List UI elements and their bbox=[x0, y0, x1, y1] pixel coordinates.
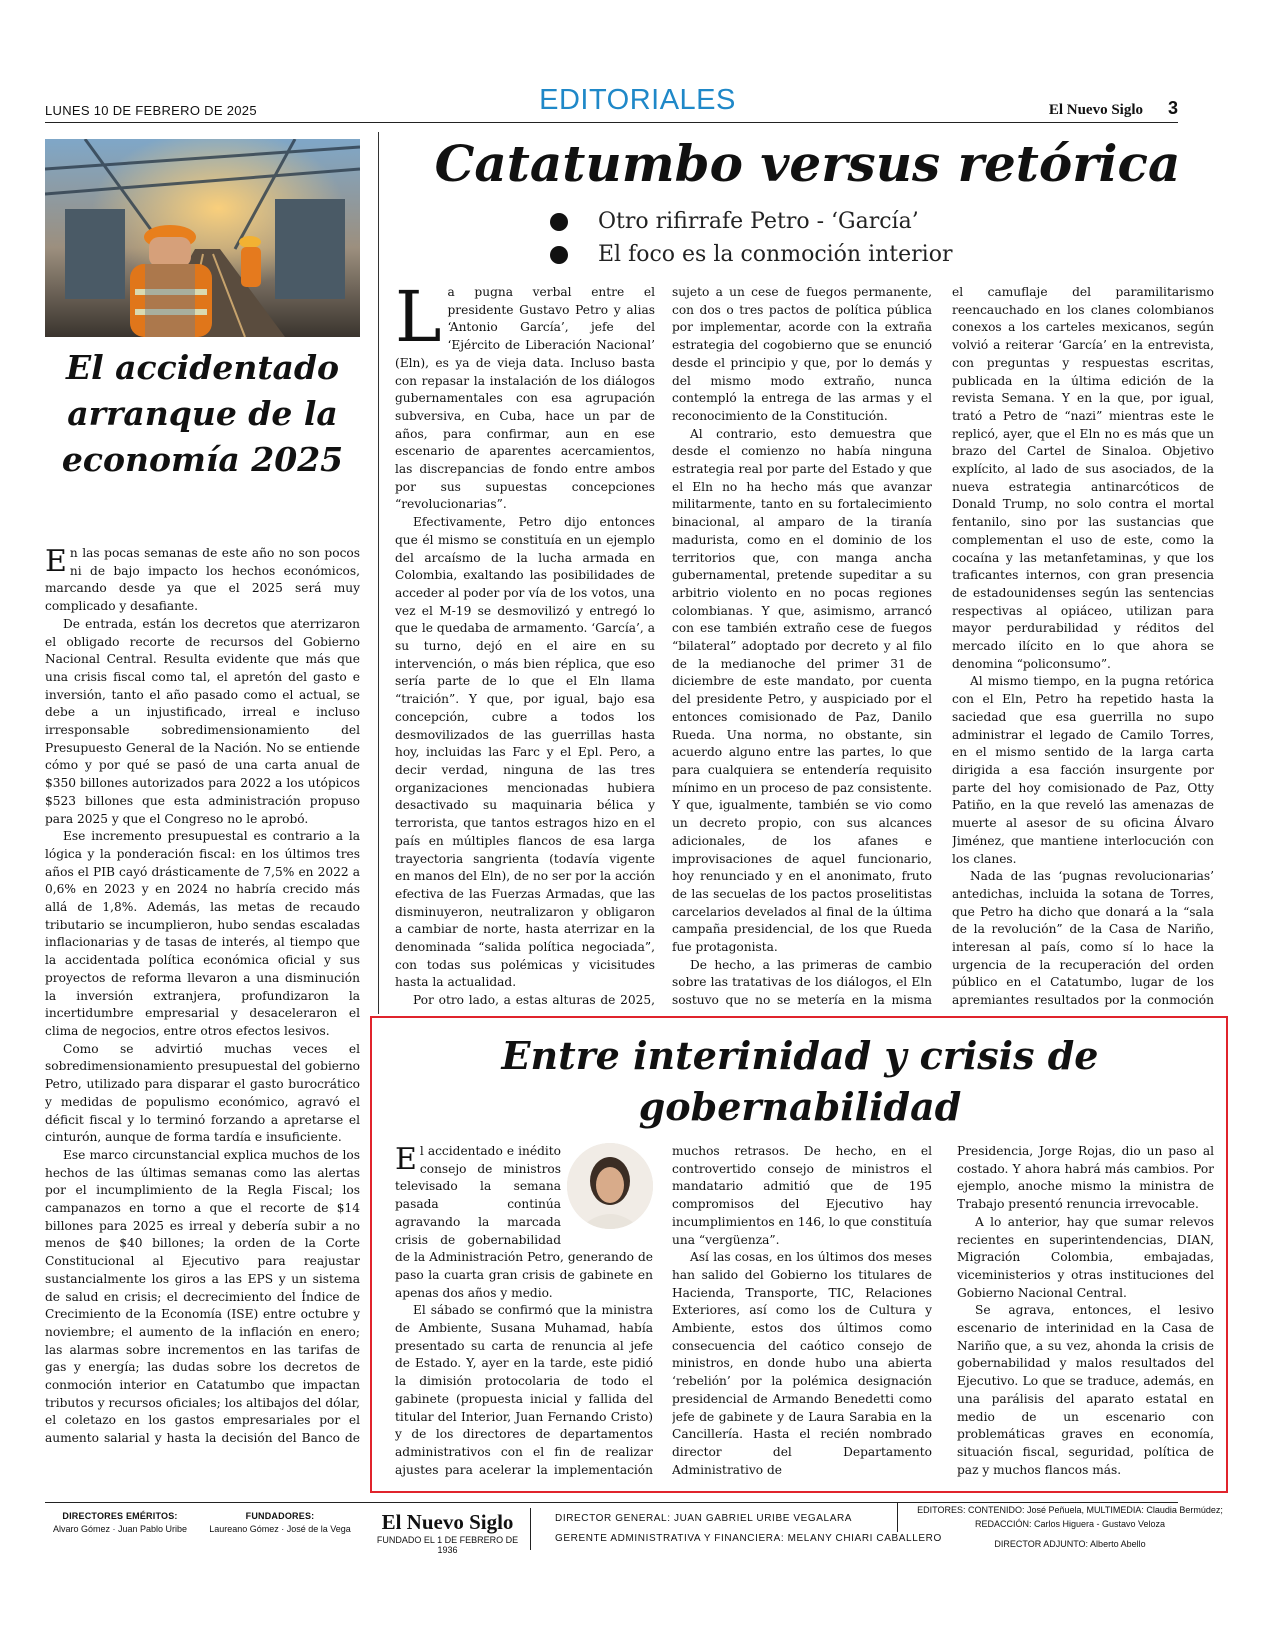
main-paragraph: Al contrario, esto demuestra que desde el comienzo no había ninguna estrategia real por parte del Estado y que el Eln no ha hecho más que avanzar militarmente, tanto en su fortalecimiento binacional, al amparo de la tiranía madurista, como en el dominio de los territorios que, con manga ancha gubernamental, pretende supeditar a su arbitrio violento en no pocas regiones colombianas. Y que, asimismo, arrancó con ese también extraño cese de fuegos “bilateral” adoptado por decreto y al filo de la medianoche del primer 31 de diciembre de este mandato, por cuenta del presidente Petro, y auspiciado por el entonces comisionado de Paz, Danilo Rueda. Una norma, no obstante, sin acuerdo alguno entre las partes, lo que para cualquiera se entendería requisito mínimo en un proceso de paz consistente. Y que, igualmente, también se vio como un decreto propio, con sus alcances adicionales, de los afanes e improvisaciones de aquel funcionario, hoy renunciado y en el anonimato, fruto de las secuelas de los pactos proselitistas carcelarios develados al final de la última campaña presidencial, de los que Rueda fue protagonista. bbox=[672, 426, 932, 955]
main-article-column-2 bbox=[672, 284, 932, 1009]
founded-date: FUNDADO EL 1 DE FEBRERO DE 1936 bbox=[376, 1535, 519, 1555]
header-rule bbox=[45, 122, 1178, 123]
main-paragraph: el camuflaje del paramilitarismo reencauchado en los clanes colombianos conexos a los carteles mexicanos, según volvió a reiterar ‘García’ en la entrevista, con preguntas y respuestas escritas, publicada en la última edición de la revista Semana. Y en la que, por igual, trató a Petro de “nazi” mientras este le replicó, ayer, que el Eln no es más que un brazo del Cartel de Sinaloa. Objetivo explícito, al lado de sus asociados, de la nueva estrategia antinarcóticos de Donald Trump, no solo contra el mortal fentanilo, sino por las sustancias que complementan el uso de este, como la cocaína y las metanfetaminas, y que los traficantes internos, con gran presencia de estadounidenses según las sentencias respectivas al opiáceo, utilizan para mayor perdurabilidad y réditos del mercado ilícito en lo que ahora se denomina “policonsumo”. bbox=[952, 285, 1214, 671]
newsroom: REDACCIÓN: Carlos Higuera - Gustavo Veloza bbox=[974, 1519, 1166, 1529]
editors: EDITORES: CONTENIDO: José Peñuela, MULTIMEDIA: Claudia Bermúdez; bbox=[917, 1505, 1223, 1515]
bullet-dot-icon bbox=[550, 213, 568, 231]
boxed-dropcap: E bbox=[395, 1143, 417, 1177]
boxed-article-title: Entre interinidad y crisis de gobernabilidad bbox=[501, 1033, 1099, 1129]
boxed-paragraph: El accidentado e inédito consejo de ministros televisado la semana pasada continúa agravando la marcada crisis de gobernabilidad de la Administración Petro, generando de paso la cuarta gran crisis de gabinete en apenas dos años y medio. bbox=[395, 1143, 653, 1300]
main-paragraph: sujeto a un cese de fuegos permanente, con dos o tres pactos de política pública por implementar, acorde con la extraña estrategia del cogobierno que se enunció desde el principio y que, por lo demás y del mismo modo extraño, nunca contempló la entrega de las armas y el reconocimiento de la Constitución. bbox=[672, 285, 932, 423]
main-paragraph: Por otro lado, a estas alturas de 2025, bbox=[413, 993, 655, 1008]
page-number: 3 bbox=[1167, 98, 1178, 118]
left-article-title: El accidentado arranque de la economía 2025 bbox=[61, 348, 344, 479]
boxed-paragraph: Así las cosas, en los últimos dos meses han salido del Gobierno los titulares de Hacienda, Transporte, TIC, Relaciones Exteriores, así como los de Cultura y Ambiente, estos dos últimos como consecuencia del caótico consejo de ministros, en donde hubo una abierta ‘rebelión’ por la polémica designación presidencial de Armando Benedetti como jefe de gabinete y de Laura Sarabia en la Cancillería. Hasta el recién nombrado director del Departamento Administrativo de bbox=[672, 1250, 932, 1477]
left-paragraph-2: Ese incremento presupuestal es contrario a la lógica y la ponderación fiscal: en los últimos tres años el PIB cayó drásticamente de 7,5% en 2022 a 0,6% en 2023 y en 2024 no habría crecido más allá de 1,8%. Además, las metas de recaudo tributario se incumplieron, hubo sendas escaladas inflacionarias y de tasas de interés, al tiempo que la accidentada política económica oficial y sus proyectos de reforma llevaron a una disminución la inversión extranjera, profundizaron la incertidumbre empresarial y desaceleraron el clima de negocios, entre otros efectos lesivos. bbox=[45, 829, 360, 1038]
footer-rule bbox=[45, 1502, 1178, 1503]
main-dropcap: L bbox=[395, 284, 442, 358]
main-paragraph: Nada de las ‘pugnas revolucionarias’ antedichas, incluida la sotana de Torres, que Petro ha dicho que donará a la “sala de la revolución” de la Casa de Nariño, interesan al país, como sí lo hace la urgencia de la recuperación del orden público en el Catatumbo, lugar de los apremiantes resultados por la conmoción bbox=[952, 869, 1214, 1008]
main-article-column-1 bbox=[395, 284, 655, 1009]
main-article-title: Catatumbo versus retórica bbox=[434, 134, 1181, 193]
boxed-paragraph: Presidencia, Jorge Rojas, dio un paso al costado. Y ahora habrá más cambios. Por ejemplo, anoche mismo la ministra de Trabajo presentó renuncia irrevocable. bbox=[957, 1144, 1214, 1212]
left-paragraph-0: En las pocas semanas de este año no son pocos ni de bajo impacto los hechos económicos, marcando desde ya que el 2025 será muy complicado y desafiante. bbox=[45, 545, 360, 614]
industrial-workers-photo bbox=[45, 139, 360, 337]
administrative-manager: GERENTE ADMINISTRATIVA Y FINANCIERA: MELANY CHIARI CABALLERO bbox=[555, 1533, 942, 1544]
boxed-paragraph: El sábado se confirmó que la ministra de Ambiente, Susana Muhamad, había presentado su carta de renuncia al jefe de Estado. Y, ayer en la tarde, este pidió la dimisión protocolaria de todo el gabinete (propuesta inicial y fallida del titular del Interior, Juan Fernando Cristo) y de los directores de departamentos administrativos con el fin de realizar ajustes para acelerar la implementación bbox=[395, 1303, 653, 1477]
left-article-body bbox=[45, 545, 360, 1450]
boxed-article-column-2 bbox=[672, 1143, 932, 1478]
boxed-paragraph: muchos retrasos. De hecho, en el controvertido consejo de ministros el mandatario admitió que de 195 compromisos del Ejecutivo hay incumplimientos en 146, lo que constituía una “vergüenza”. bbox=[672, 1144, 932, 1247]
founders: FUNDADORES: Laureano Gómez · José de la Vega bbox=[209, 1511, 351, 1534]
subhead-row: Otro rifirrafe Petro - ‘García’ bbox=[550, 205, 952, 238]
footer-divider bbox=[897, 1502, 898, 1532]
columnist-portrait bbox=[567, 1143, 653, 1229]
boxed-article-column-1 bbox=[395, 1143, 653, 1478]
subhead-row: El foco es la conmoción interior bbox=[550, 238, 952, 271]
left-paragraph-1: De entrada, están los decretos que aterrizaron el obligado recorte de recursos del Gobierno Nacional Central. Resulta evidente que más que una crisis fiscal como tal, el apretón del gasto e inversión, tanto el año pasado como el actual, se debe a un injustificado, irreal e incluso irresponsable sobredimensionamiento del Presupuesto General de la Nación. No se entiende cómo y por qué se pasó de una carta anual de $350 billones autorizados para 2022 a los utópicos $523 billones que esta administración propuso para 2025 y que el Congreso no le aprobó. bbox=[45, 616, 360, 826]
issue-date: LUNES 10 DE FEBRERO DE 2025 bbox=[45, 103, 257, 118]
boxed-paragraph: Se agrava, entonces, el lesivo escenario de interinidad en la Casa de Nariño que, a su vez, ahonda la crisis de gobernabilidad y malos resultados del Ejecutivo. Lo que se traduce, además, en una parálisis del aparato estatal en medio de un escenario con problemáticas graves en economía, situación fiscal, seguridad, política de paz y muchos flancos más. bbox=[957, 1303, 1214, 1477]
boxed-article-column-3 bbox=[957, 1143, 1214, 1478]
general-director: DIRECTOR GENERAL: JUAN GABRIEL URIBE VEGALARA bbox=[555, 1513, 853, 1524]
section-title: EDITORIALES bbox=[539, 84, 736, 116]
main-paragraph: De hecho, a las primeras de cambio sobre las tratativas de los diálogos, el Eln sostuvo que no se metería en la misma bbox=[672, 957, 932, 1008]
left-dropcap: E bbox=[45, 545, 67, 579]
bullet-dot-icon bbox=[550, 246, 568, 264]
boxed-paragraph: A lo anterior, hay que sumar relevos recientes en superintendencias, DIAN, Migración Colombia, embajadas, viceministerios y otras instituciones del Gobierno Nacional Central. bbox=[957, 1214, 1214, 1300]
column-divider bbox=[378, 132, 379, 1014]
deputy-director: DIRECTOR ADJUNTO: Alberto Abello bbox=[994, 1539, 1146, 1549]
footer-brand-logo: El Nuevo Siglo bbox=[381, 1510, 514, 1534]
main-paragraph: La pugna verbal entre el presidente Gustavo Petro y alias ‘Antonio García’, jefe del ‘Ejército de Liberación Nacional’ (Eln), es ya de vieja data. Incluso basta con repasar la instalación de los diálogos gubernamentales con esa agrupación subversiva, en Cuba, hace un par de años, para confirmar, aun en ese escenario de aparentes acercamientos, las discrepancias de fondo entre ambos por sus supuestas concepciones “revolucionarias”. bbox=[395, 284, 655, 512]
footer-divider bbox=[530, 1508, 531, 1550]
left-paragraph-4: Ese marco circunstancial explica muchos de los hechos de las últimas semanas como las alertas por el incumplimiento de la Regla Fiscal; los campanazos en torno a que el recorte de $14 billones para 2025 es irreal y debería subir a no menos de $40 billones; la orden de la Corte Constitucional al Ejecutivo para reajustar sustancialmente los giros a las EPS y un sistema de salud en crisis; el decrecimiento del Índice de Crecimiento de la Economía (ISE) entre octubre y noviembre; el aumento de la inflación en enero; las alarmas sobre incrementos en las tarifas de gas y energía; las dudas sobre los decretos de conmoción interior en Catatumbo que impactan tributos y recursos oficiales; los altibajos del dólar, el coletazo en los gastos empresariales por el aumento salarial y hasta la decisión del Banco de bbox=[45, 1147, 360, 1446]
emeritus-directors: DIRECTORES EMÉRITOS: Alvaro Gómez · Juan Pablo Uribe bbox=[52, 1511, 188, 1534]
main-paragraph: Al mismo tiempo, en la pugna retórica con el Eln, Petro ha repetido hasta la saciedad que esa guerrilla no supo administrar el legado de Camilo Torres, en el mismo sentido de la larga carta dirigida a esa facción insurgente por parte del hoy comisionado de Paz, Otty Patiño, en la que reveló las amenazas de muerte al asesor de su oficina Álvaro Jiménez, que mantiene interlocución con los clanes. bbox=[952, 674, 1214, 866]
left-paragraph-3: Como se advirtió muchas veces el sobredimensionamiento presupuestal del gobierno Petro, utilizado para disparar el gasto burocrático y medidas de populismo económico, agravó el déficit fiscal y lo terminó forzando a apretarse el cinturón, aunque de forma tardía e insuficiente. bbox=[45, 1041, 360, 1145]
main-article-column-3 bbox=[952, 284, 1214, 1009]
masthead-brand: El Nuevo Siglo bbox=[1048, 102, 1143, 118]
main-article-subheads bbox=[550, 205, 952, 271]
main-paragraph: Efectivamente, Petro dijo entonces que él mismo se constituía en un ejemplo del arcaísmo de la lucha armada en Colombia, exaltando las posibilidades de acceder al poder por vía de los votos, una vez el M-19 se desmovilizó y entregó lo que le quedaba de armamento. ‘García’, a su turno, dejó en el aire en su intervención, o más bien réplica, que eso sería parte de lo que el Eln llama “traición”. Y que, por igual, bajo esa concepción, cubre a todos los desmovilizados de las guerrillas hasta hoy, incluidas las Farc y el Epl. Pero, a decir verdad, ninguna de las tres organizaciones mencionadas hubiera desactivado su maquinaria bélica y terrorista, que tantos estragos hizo en el país en múltiples flancos de esa larga trayectoria sangrienta (todavía vigente en manos del Eln), de no ser por la acción efectiva de las Fuerzas Armadas, que las disminuyeron, neutralizaron y obligaron a cambiar de norte, hasta aterrizar en la denominada “salida política negociada”, con todas sus polémicas y vicisitudes hasta la actualidad. bbox=[395, 515, 655, 990]
